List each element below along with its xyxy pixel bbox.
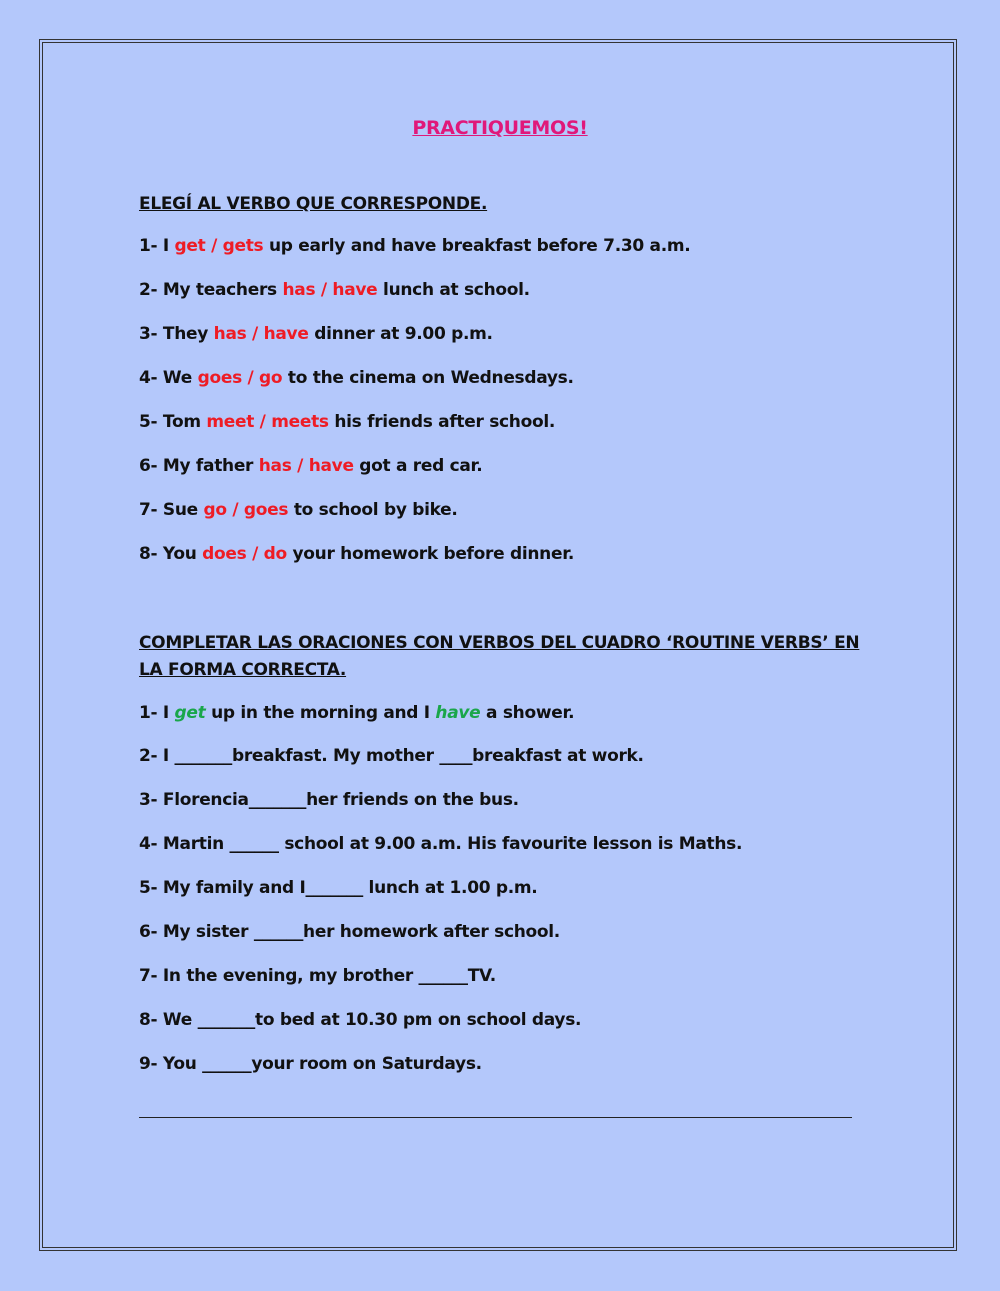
example-verb: get bbox=[174, 703, 206, 723]
fill-item-8[interactable]: 8- We _______to bed at 10.30 pm on school days. bbox=[139, 1010, 582, 1030]
verb-options[interactable]: does / do bbox=[202, 544, 287, 564]
verb-options[interactable]: goes / go bbox=[197, 368, 283, 388]
bottom-divider bbox=[139, 1117, 852, 1118]
verb-options[interactable]: go / goes bbox=[203, 500, 289, 520]
fill-item-2[interactable]: 2- I _______breakfast. My mother ____breakfast at work. bbox=[139, 746, 644, 766]
fill-item-5[interactable]: 5- My family and I_______ lunch at 1.00 p.m. bbox=[139, 878, 538, 898]
section1-heading: ELEGÍ AL VERBO QUE CORRESPONDE. bbox=[139, 194, 488, 214]
choice-item-1: 1- I get / gets up early and have breakfast before 7.30 a.m. bbox=[139, 236, 691, 256]
choice-item-5: 5- Tom meet / meets his friends after school. bbox=[139, 412, 556, 432]
choice-item-8: 8- You does / do your homework before dinner. bbox=[139, 544, 575, 564]
section2-heading: COMPLETAR LAS ORACIONES CON VERBOS DEL CUADRO ‘ROUTINE VERBS’ EN LA FORMA CORRECTA. bbox=[139, 633, 860, 680]
verb-options[interactable]: get / gets bbox=[174, 236, 264, 256]
choice-item-4: 4- We goes / go to the cinema on Wednesdays. bbox=[139, 368, 574, 388]
fill-item-3[interactable]: 3- Florencia_______her friends on the bus. bbox=[139, 790, 519, 810]
verb-options[interactable]: meet / meets bbox=[206, 412, 329, 432]
example-item: 1- I get up in the morning and I have a shower. bbox=[139, 703, 575, 723]
choice-item-7: 7- Sue go / goes to school by bike. bbox=[139, 500, 458, 520]
verb-options[interactable]: has / have bbox=[282, 280, 378, 300]
fill-item-4[interactable]: 4- Martin ______ school at 9.00 a.m. His favourite lesson is Maths. bbox=[139, 834, 743, 854]
choice-item-2: 2- My teachers has / have lunch at school. bbox=[139, 280, 530, 300]
fill-item-6[interactable]: 6- My sister ______her homework after school. bbox=[139, 922, 560, 942]
page-title: PRACTIQUEMOS! bbox=[412, 117, 588, 139]
fill-item-7[interactable]: 7- In the evening, my brother ______TV. bbox=[139, 966, 496, 986]
choice-item-3: 3- They has / have dinner at 9.00 p.m. bbox=[139, 324, 493, 344]
choice-item-6: 6- My father has / have got a red car. bbox=[139, 456, 483, 476]
example-verb: have bbox=[435, 703, 481, 723]
verb-options[interactable]: has / have bbox=[258, 456, 354, 476]
verb-options[interactable]: has / have bbox=[213, 324, 309, 344]
fill-item-9[interactable]: 9- You ______your room on Saturdays. bbox=[139, 1054, 482, 1074]
